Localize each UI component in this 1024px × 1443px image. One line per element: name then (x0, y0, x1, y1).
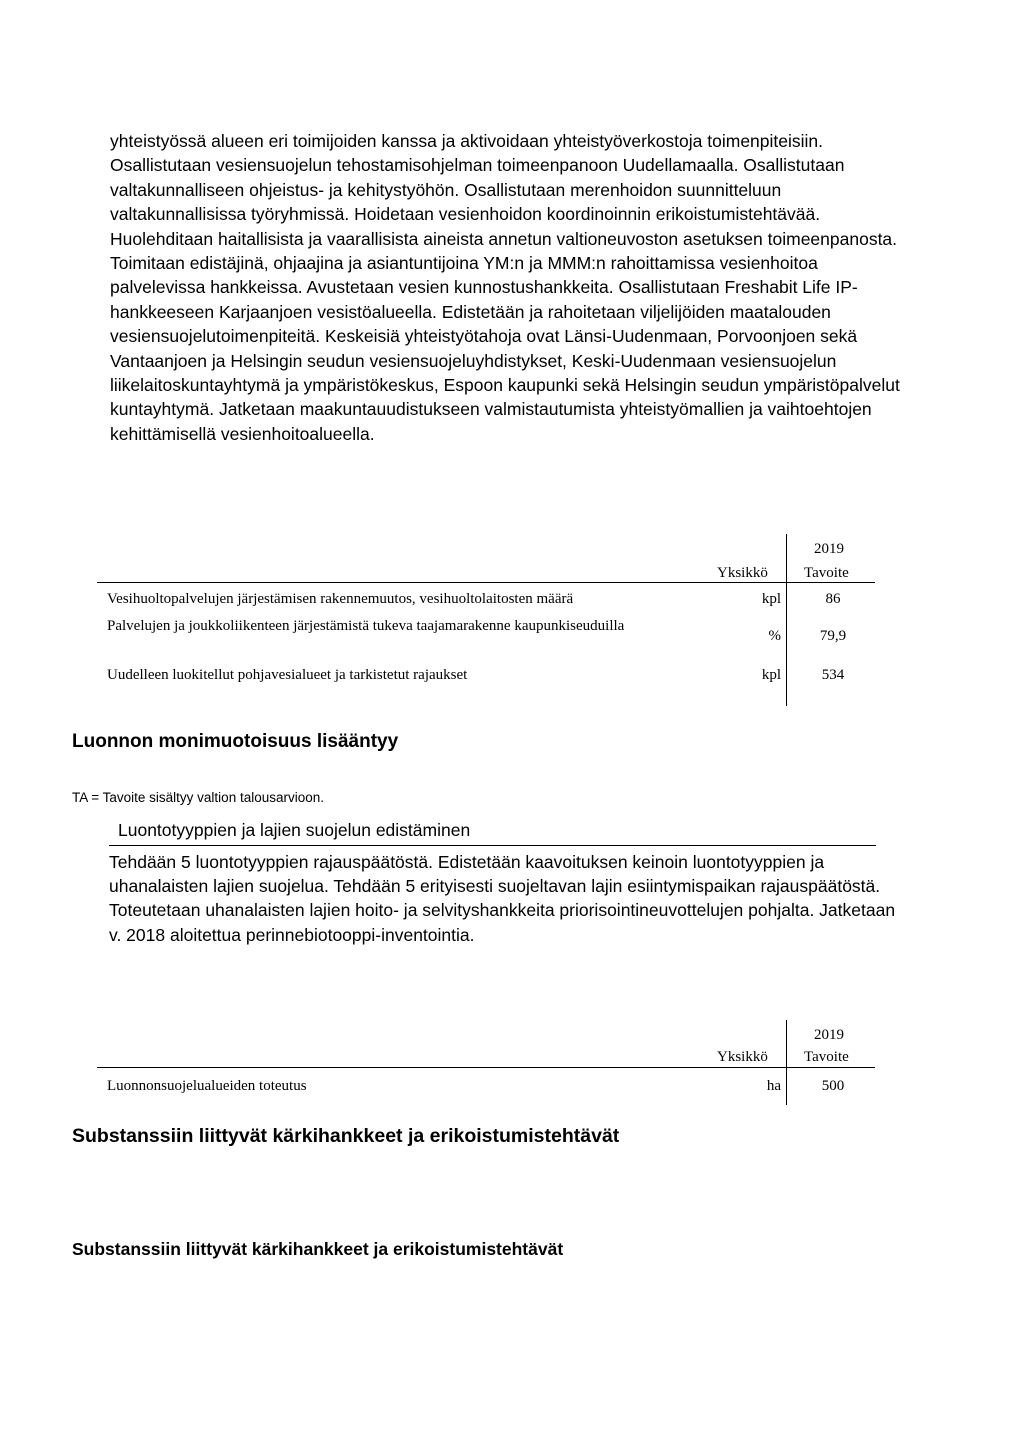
table-row-target: 534 (821, 667, 845, 683)
table-target-header: Tavoite (804, 1049, 849, 1065)
table-row-unit: ha (766, 1078, 781, 1094)
section-heading-substance: Substanssiin liittyvät kärkihankkeet ja erikoistumistehtävät (72, 1125, 620, 1147)
table-column-divider (786, 1020, 787, 1105)
table-unit-header: Yksikkö (717, 1049, 768, 1065)
section-heading-substance-repeat: Substanssiin liittyvät kärkihankkeet ja erikoistumistehtävät (72, 1239, 564, 1259)
table-row-label: Palvelujen ja joukkoliikenteen järjestämistä tukeva taajamarakenne kaupunkiseuduilla (107, 618, 625, 634)
subsection-rule (109, 845, 876, 846)
table-row-target: 86 (825, 591, 841, 607)
intro-paragraph: yhteistyössä alueen eri toimijoiden kanssa ja aktivoidaan yhteistyöverkostoja toimenpiteisiin. Osallistutaan vesiensuojelun tehostamisohjelman toimeenpanoon Uudellamaalla. Osallistutaan valtakunnalliseen ohjeistus- ja kehitystyöhön. Osallistutaan merenhoidon suunnitteluun valtakunnallisissa työryhmissä. Hoidetaan vesienhoidon koordinoinnin erikoistumistehtävää. Huolehditaan haitallisista ja vaarallisista aineista annetun valtioneuvoston asetuksen toimeenpanosta. Toimitaan edistäjinä, ohjaajina ja asiantuntijoina YM:n ja MMM:n rahoittamissa vesienhoitoa palvelevissa hankkeissa. Avustetaan vesien kunnostushankkeita. Osallistutaan Freshabit Life IP-hankkeeseen Karjaanjoen vesistöalueella. Edistetään ja rahoitetaan viljelijöiden maatalouden vesiensuojelutoimenpiteitä. Keskeisiä yhteistyötahoja ovat Länsi-Uudenmaan, Porvoonjoen sekä Vantaanjoen ja Helsingin seudun vesiensuojeluyhdistykset, Keski-Uudenmaan vesiensuojelun liikelaitoskuntayhtymä ja ympäristökeskus, Espoon kaupunki sekä Helsingin seudun ympäristöpalvelut kuntayhtymä. Jatketaan maakuntauudistukseen valmistautumista yhteistyömallien ja vaihtoehtojen kehittämisellä vesienhoitoalueella. (110, 131, 900, 444)
table-row-target: 500 (821, 1078, 845, 1094)
table-unit-header: Yksikkö (717, 565, 768, 581)
table-header-rule (97, 582, 875, 583)
table-column-divider (786, 534, 787, 706)
table-row-label: Vesihuoltopalvelujen järjestämisen rakennemuutos, vesihuoltolaitosten määrä (107, 591, 574, 607)
table-row-label: Uudelleen luokitellut pohjavesialueet ja tarkistetut rajaukset (107, 667, 468, 683)
table-header-rule (97, 1067, 875, 1068)
table-row-label: Luonnonsuojelualueiden toteutus (107, 1078, 307, 1094)
table-year-header: 2019 (814, 541, 844, 557)
table-row-unit: kpl (761, 667, 781, 683)
biodiversity-paragraph: Tehdään 5 luontotyyppien rajauspäätöstä. Edistetään kaavoituksen keinoin luontotyyppien ja uhanalaisten lajien suojelua. Tehdään 5 erityisesti suojeltavan lajin esiintymispaikan rajauspäätöstä. Toteutetaan uhanalaisten lajien hoito- ja selvityshankkeita priorisointineuvottelujen pohjalta. Jatketaan v. 2018 aloitettua perinnebiotooppi-inventointia. (109, 852, 896, 945)
table-year-header: 2019 (814, 1027, 844, 1043)
section-heading-biodiversity: Luonnon monimuotoisuus lisääntyy (72, 731, 399, 752)
table-row-target: 79,9 (819, 628, 847, 644)
subsection-heading: Luontotyyppien ja lajien suojelun edistäminen (118, 820, 471, 840)
ta-footnote: TA = Tavoite sisältyy valtion talousarvioon. (72, 790, 325, 805)
table-row-unit: % (768, 628, 781, 644)
table-target-header: Tavoite (804, 565, 849, 581)
table-row-unit: kpl (761, 591, 781, 607)
